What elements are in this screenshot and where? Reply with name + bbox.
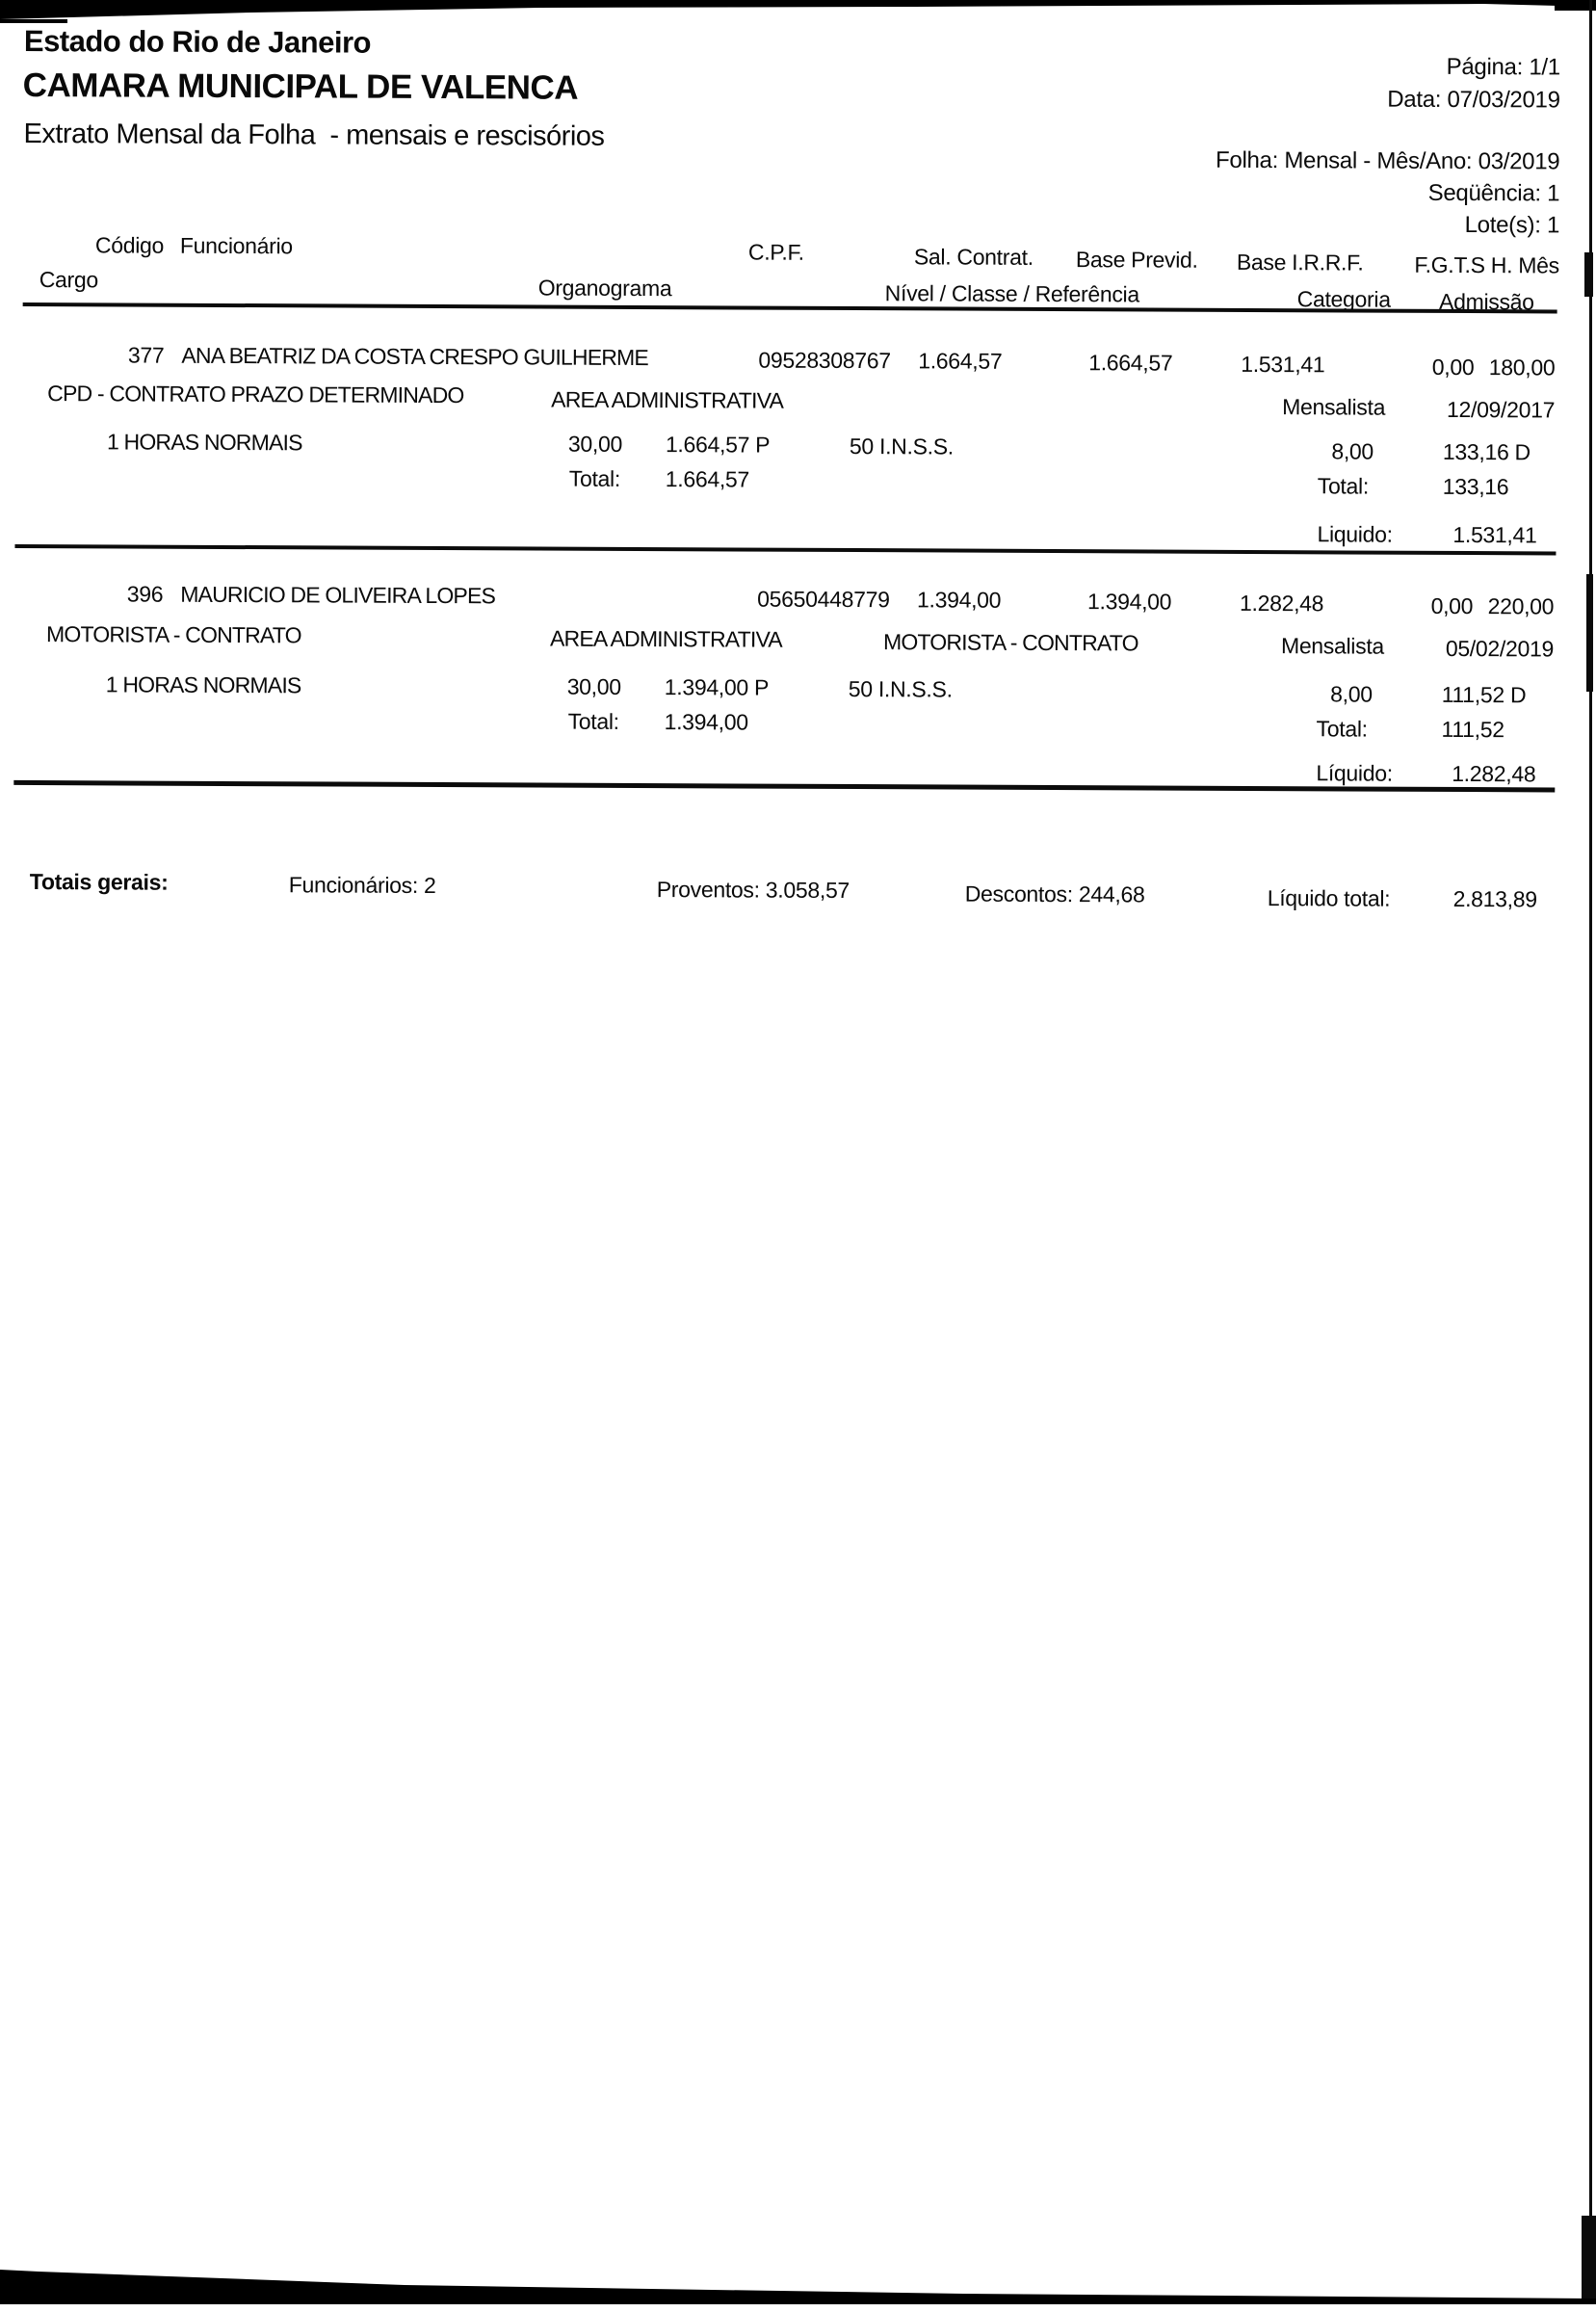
liquido-value: 1.282,48	[1452, 760, 1536, 787]
employee-block	[0, 343, 1594, 553]
sequence: Seqüência: 1	[1427, 179, 1560, 207]
col-header-fgts-hmes: F.G.T.S H. Mês	[1414, 251, 1559, 278]
base-previd-value: 1.394,00	[1087, 589, 1172, 615]
admissao-value: 05/02/2019	[1445, 635, 1555, 662]
col-header-cpf: C.P.F.	[747, 239, 804, 265]
employee-cpf: 05650448779	[757, 586, 890, 613]
earning-value: 1.394,00 P	[664, 674, 770, 700]
deduction-value: 133,16 D	[1442, 438, 1531, 465]
earning-value: 1.664,57 P	[665, 432, 771, 458]
categoria-value: Mensalista	[1282, 394, 1386, 420]
totals-liquido-label: Líquido total:	[1267, 885, 1391, 911]
total-label-proventos: Total:	[567, 708, 619, 734]
employee-cpf: 09528308767	[758, 347, 891, 374]
employee-code: 396	[126, 581, 164, 607]
deduction-desc: 50 I.N.S.S.	[849, 434, 954, 460]
fgts-value: 0,00	[1430, 592, 1474, 619]
lots: Lote(s): 1	[1464, 212, 1560, 239]
organograma-value: AREA ADMINISTRATIVA	[549, 625, 782, 652]
base-irrf-value: 1.531,41	[1241, 351, 1325, 378]
total-descontos-value: 133,16	[1442, 473, 1509, 500]
earning-desc: 1 HORAS NORMAIS	[106, 429, 302, 456]
organograma-value: AREA ADMINISTRATIVA	[551, 386, 784, 413]
base-previd-value: 1.664,57	[1088, 350, 1173, 376]
nivel-classe-value: MOTORISTA - CONTRATO	[882, 629, 1138, 656]
totals-descontos: Descontos: 244,68	[964, 880, 1145, 907]
state-title: Estado do Rio de Janeiro	[23, 23, 372, 60]
earning-qty: 30,00	[567, 431, 623, 457]
sal-contrat-value: 1.664,57	[918, 348, 1003, 374]
col-header-base-irrf: Base I.R.R.F.	[1236, 249, 1364, 276]
report-subtitle: Extrato Mensal da Folha - mensais e rescisórios	[23, 118, 605, 152]
col-header-categoria: Categoria	[1296, 286, 1391, 312]
col-header-base-previd: Base Previd.	[1075, 247, 1198, 273]
cargo-value: CPD - CONTRATO PRAZO DETERMINADO	[47, 381, 464, 408]
sal-contrat-value: 1.394,00	[917, 587, 1002, 613]
employee-name: MAURICIO DE OLIVEIRA LOPES	[180, 581, 496, 609]
deduction-desc: 50 I.N.S.S.	[848, 676, 953, 702]
employee-code: 377	[127, 342, 165, 368]
col-header-organograma: Organograma	[537, 275, 672, 302]
report-date: Data: 07/03/2019	[1387, 86, 1560, 114]
totals-funcionarios: Funcionários: 2	[288, 872, 436, 899]
totals-label: Totais gerais:	[29, 869, 169, 895]
deduction-value: 111,52 D	[1441, 681, 1527, 708]
h-mes-value: 220,00	[1487, 593, 1555, 619]
col-header-admissao: Admissão	[1439, 288, 1534, 315]
admissao-value: 12/09/2017	[1446, 396, 1556, 423]
sheet-type: Folha: Mensal - Mês/Ano: 03/2019	[1216, 146, 1560, 175]
base-irrf-value: 1.282,48	[1240, 590, 1324, 617]
total-label-descontos: Total:	[1316, 716, 1368, 742]
total-label-descontos: Total:	[1317, 473, 1370, 499]
total-proventos-value: 1.664,57	[665, 466, 750, 492]
employee-name: ANA BEATRIZ DA COSTA CRESPO GUILHERME	[181, 342, 649, 371]
total-descontos-value: 111,52	[1441, 716, 1504, 743]
total-proventos-value: 1.394,00	[664, 709, 748, 735]
earning-desc: 1 HORAS NORMAIS	[105, 671, 301, 698]
organization-title: CAMARA MUNICIPAL DE VALENCA	[22, 66, 579, 107]
fgts-value: 0,00	[1431, 354, 1475, 381]
col-header-nivel: Nível / Classe / Referência	[884, 280, 1139, 307]
liquido-value: 1.531,41	[1452, 521, 1537, 548]
liquido-label: Líquido:	[1316, 760, 1393, 786]
total-label-proventos: Total:	[568, 465, 621, 491]
categoria-value: Mensalista	[1280, 633, 1384, 659]
col-header-cargo: Cargo	[39, 267, 98, 293]
page-number: Página: 1/1	[1446, 53, 1560, 81]
deduction-qty: 8,00	[1330, 681, 1373, 707]
deduction-qty: 8,00	[1331, 438, 1374, 464]
h-mes-value: 180,00	[1488, 355, 1556, 381]
col-header-codigo: Código	[94, 232, 165, 258]
employee-block	[0, 582, 1593, 792]
earning-qty: 30,00	[566, 673, 621, 699]
col-header-funcionario: Funcionário	[179, 232, 293, 259]
col-header-sal-contrat: Sal. Contrat.	[913, 244, 1033, 270]
cargo-value: MOTORISTA - CONTRATO	[45, 621, 301, 648]
totals-proventos: Proventos: 3.058,57	[656, 877, 850, 904]
totals-liquido-value: 2.813,89	[1452, 885, 1537, 912]
liquido-label: Liquido:	[1317, 521, 1393, 547]
